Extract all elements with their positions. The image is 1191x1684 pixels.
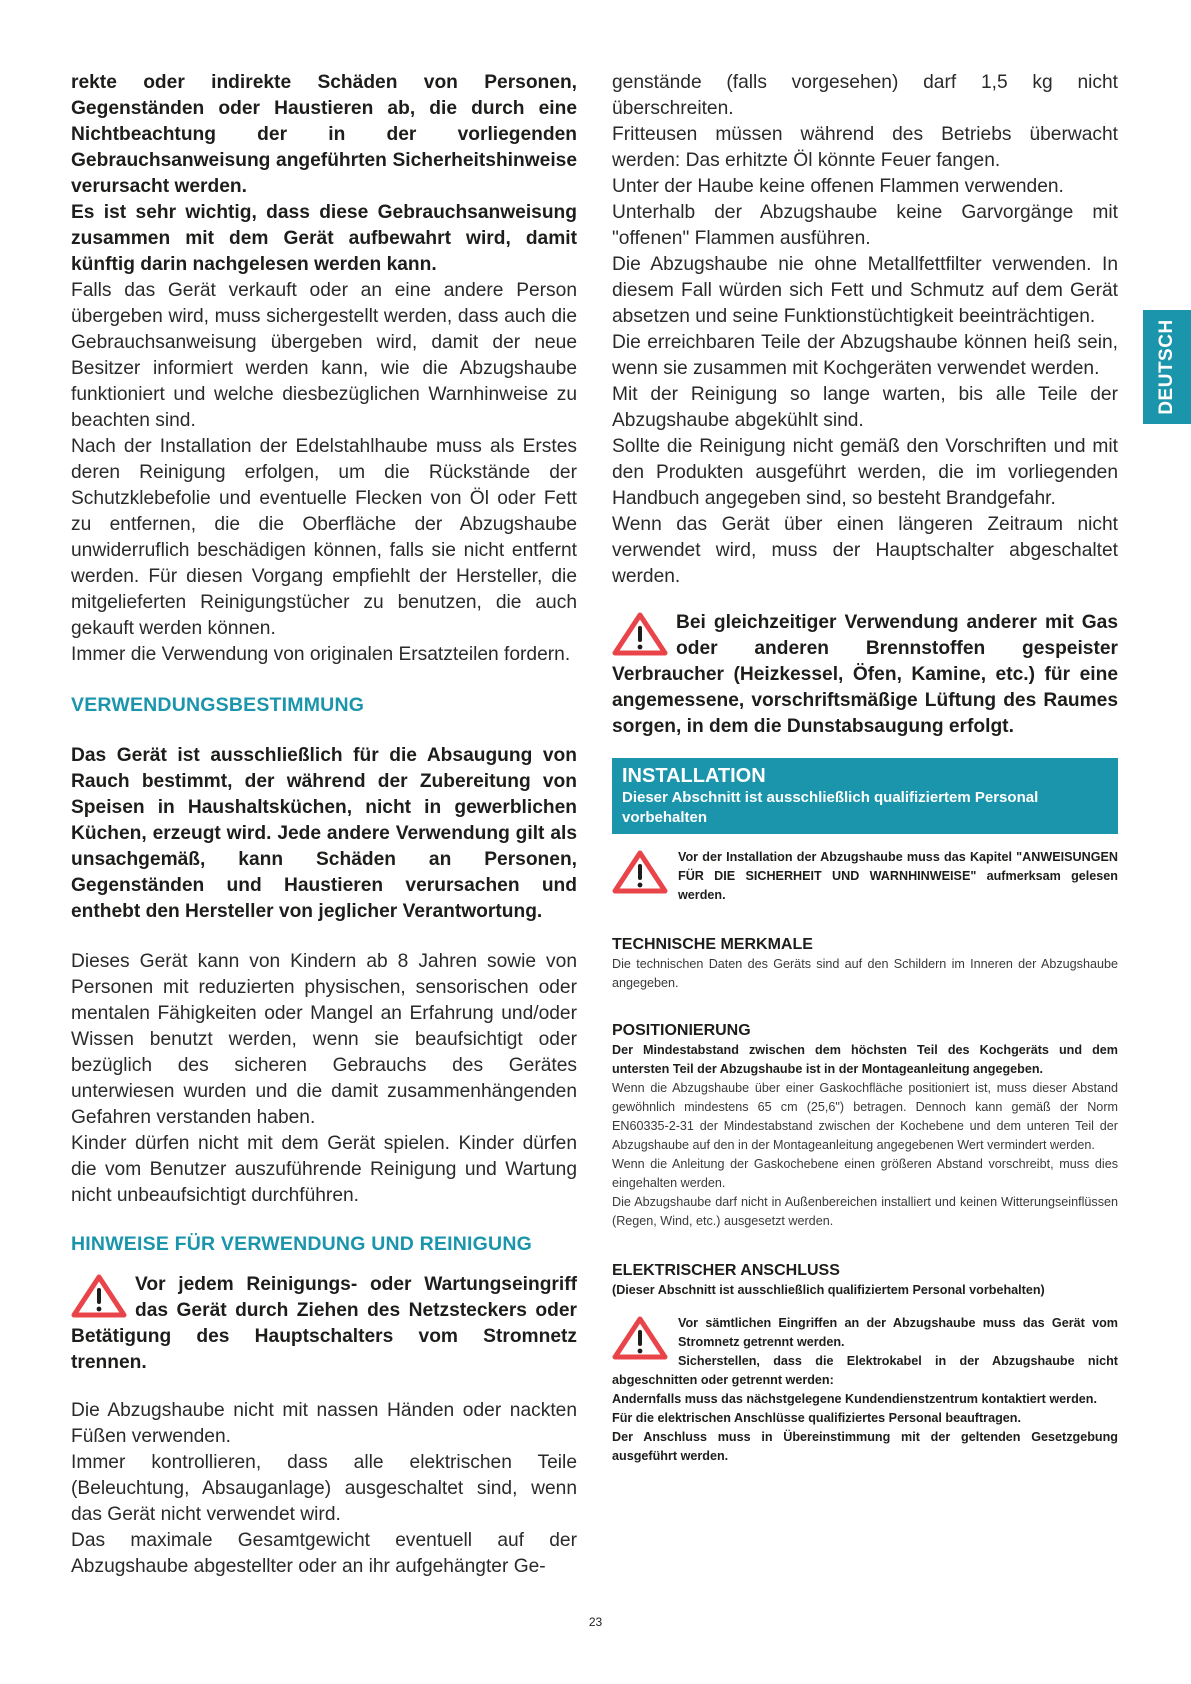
cool-down-paragraph: Mit der Reinigung so lange warten, bis alle Teile der Abzugshaube abgekühlt sind. [612,384,1118,431]
children-paragraph: Dieses Gerät kann von Kindern ab 8 Jahren sowie von Personen mit reduzierten physischen, sensorischen oder mentalen Fähigkeiten oder Mangel an Erfahrung und/oder Wissen benutzt werden, wenn sie beaufsichtigt oder bezüglich des sicheren Gebrauchs des Gerätes unterwiesen wurden und die damit zusammenhängenden Gefahren verstanden haben. [71,951,577,1128]
section-heading-intended-use: VERWENDUNGSBESTIMMUNG [71,694,365,716]
warning-read-safety-text: Vor der Installation der Abzugshaube muss das Kapitel "ANWEISUNGEN FÜR DIE SICHERHEIT UND WARNHINWEISE" aufmerksam gelesen werden. [678,850,1118,902]
open-cooking-paragraph: Unterhalb der Abzugshaube keine Garvorgänge mit "offenen" Flammen ausführen. [612,202,1118,249]
installation-banner [612,758,1118,834]
positioning-text-2: Wenn die Anleitung der Gaskochebene einen größeren Abstand vorschreibt, muss dies eingehalten werden. [612,1157,1118,1190]
electrical-subheading: (Dieser Abschnitt ist ausschließlich qualifiziertem Personal vorbehalten) [612,1283,1045,1297]
installation-cleaning-paragraph: Nach der Installation der Edelstahlhaube muss als Erstes deren Reinigung erfolgen, um die Rückstände der Schutzklebefolie und eventuelle Flecken von Öl oder Fett zu entfernen, die die Oberfläche der Abzugshaube unwiderruflich beschädigen können, falls sie nicht entfernt werden. Für diesen Vorgang empfiehlt der Hersteller, die mitgelieferten Reinigungstücher zu benutzen, die auch gekauft werden können. [71,436,577,639]
positioning-bold-text: Der Mindestabstand zwischen dem höchsten Teil des Kochgeräts und dem untersten Teil der Abzugshaube ist in der Montageanleitung angegeben. [612,1043,1118,1076]
page-number: 23 [588,1615,603,1629]
installation-title: INSTALLATION [622,765,766,787]
hot-parts-paragraph: Die erreichbaren Teile der Abzugshaube können heiß sein, wenn sie zusammen mit Kochgeräten verwendet werden. [612,332,1118,379]
intro-bold-paragraph-2: Es ist sehr wichtig, dass diese Gebrauchsanweisung zusammen mit dem Gerät aufbewahrt wird, damit künftig darin nachgelesen werden kann. [71,202,577,275]
warning-triangle-icon [612,1316,668,1358]
electrical-parts-paragraph: Immer kontrollieren, dass alle elektrischen Teile (Beleuchtung, Absauganlage) ausgeschaltet sind, wenn das Gerät nicht verwendet wird. [71,1452,577,1525]
weight-continued-paragraph: genstände (falls vorgesehen) darf 1,5 kg nicht überschreiten. [612,72,1118,119]
warning-triangle-icon [612,850,668,892]
max-weight-paragraph: Das maximale Gesamtgewicht eventuell auf der Abzugshaube abgestellter oder an ihr aufgehängter Ge- [71,1530,577,1577]
left-column [71,70,577,1580]
installation-subtitle: Dieser Abschnitt ist ausschließlich qualifiziertem Personal vorbehalten [622,789,1039,826]
open-flame-paragraph: Unter der Haube keine offenen Flammen verwenden. [612,176,1064,197]
electrical-text-2: Für die elektrischen Anschlüsse qualifiziertes Personal beauftragen. [612,1411,1021,1425]
children-paragraph-2: Kinder dürfen nicht mit dem Gerät spielen. Kinder dürfen die vom Benutzer auszuführende Reinigung und Wartung nicht unbeaufsichtigt durchführen. [71,1133,577,1206]
warning-triangle-icon [612,612,668,654]
warning-read-safety [612,848,1118,905]
spare-parts-paragraph: Immer die Verwendung von originalen Ersatzteilen fordern. [71,644,571,665]
section-heading-technical: TECHNISCHE MERKMALE [612,936,813,953]
sale-paragraph: Falls das Gerät verkauft oder an eine andere Person übergeben wird, muss sichergestellt werden, dass auch die Gebrauchsanweisung übergeben wird, damit der neue Besitzer informiert werden kann, wie die Abzugshaube funktioniert und welche diesbezüglichen Warnhinweise zu beachten sind. [71,280,577,431]
technical-text: Die technischen Daten des Geräts sind auf den Schildern im Inneren der Abzugshaube angegeben. [612,957,1118,990]
section-heading-electrical: ELEKTRISCHER ANSCHLUSS [612,1262,840,1279]
warning-triangle-icon [71,1274,127,1316]
fryer-paragraph: Fritteusen müssen während des Betriebs überwacht werden: Das erhitzte Öl könnte Feuer fangen. [612,124,1118,171]
section-heading-use-and-cleaning: HINWEISE FÜR VERWENDUNG UND REINIGUNG [71,1233,532,1255]
warning-disconnect [71,1272,577,1376]
section-heading-positioning: POSITIONIERUNG [612,1022,751,1039]
warning-electrical [612,1314,1118,1390]
warning-disconnect-text: Vor jedem Reinigungs- oder Wartungseingriff das Gerät durch Ziehen des Netzsteckers oder Betätigung des Hauptschalters vom Stromnetz trennen. [71,1274,577,1373]
right-column [612,70,1118,1466]
positioning-text-3: Die Abzugshaube darf nicht in Außenbereichen installiert und keinen Witterungseinflüssen (Regen, Wind, etc.) ausgesetzt werden. [612,1195,1118,1228]
warning-gas-text: Bei gleichzeitiger Verwendung anderer mit Gas oder anderen Brennstoffen gespeister Verbraucher (Heizkessel, Öfen, Kamine, etc.) für eine angemessene, vorschriftsmäßige Lüftung des Raumes sorgen, in dem die Dunstabsaugung erfolgt. [612,612,1118,737]
language-label: DEUTSCH [1156,319,1177,415]
wet-hands-paragraph: Die Abzugshaube nicht mit nassen Händen oder nackten Füßen verwenden. [71,1400,577,1447]
electrical-text-1: Andernfalls muss das nächstgelegene Kundendienstzentrum kontaktiert werden. [612,1392,1097,1406]
grease-filter-paragraph: Die Abzugshaube nie ohne Metallfettfilter verwenden. In diesem Fall würden sich Fett und Schmutz auf dem Gerät absetzen und seine Funktionstüchtigkeit beeinträchtigen. [612,254,1118,327]
electrical-warning-2: Sicherstellen, dass die Elektrokabel in der Abzugshaube nicht abgeschnitten oder getrennt werden: [612,1354,1118,1387]
electrical-text-3: Der Anschluss muss in Übereinstimmung mit der geltenden Gesetzgebung ausgeführt werden. [612,1430,1118,1463]
warning-gas [612,610,1118,740]
electrical-warning-1: Vor sämtlichen Eingriffen an der Abzugshaube muss das Gerät vom Stromnetz getrennt werden. [678,1316,1118,1349]
intended-use-paragraph: Das Gerät ist ausschließlich für die Absaugung von Rauch bestimmt, der während der Zubereitung von Speisen in Haushaltsküchen, nicht in gewerblichen Küchen, erzeugt wird. Jede andere Verwendung gilt als unsachgemäß, kann Schäden an Personen, Gegenständen und Haustieren verursachen und enthebt den Hersteller von jeglicher Verantwortung. [71,745,577,922]
language-side-tab [1143,310,1191,424]
intro-bold-paragraph: rekte oder indirekte Schäden von Personen, Gegenständen oder Haustieren ab, die durch eine Nichtbeachtung der in der vorliegenden Gebrauchsanweisung angeführten Sicherheitshinweise verursacht werden. [71,72,577,197]
positioning-text-1: Wenn die Abzugshaube über einer Gaskochfläche positioniert ist, muss dieser Abstand gewöhnlich mindestens 65 cm (25,6") betragen. Dennoch kann gemäß der Norm EN60335-2-31 der Mindestabstand zwischen der Kochebene und dem unteren Teil der Abzugshaube auf den in der Montageanleitung angegebenen Wert vermindert werden. [612,1081,1118,1152]
fire-risk-paragraph: Sollte die Reinigung nicht gemäß den Vorschriften und mit den Produkten ausgeführt werden, die im vorliegenden Handbuch angegeben sind, so besteht Brandgefahr. [612,436,1118,509]
main-switch-paragraph: Wenn das Gerät über einen längeren Zeitraum nicht verwendet wird, muss der Hauptschalter abgeschaltet werden. [612,514,1118,587]
